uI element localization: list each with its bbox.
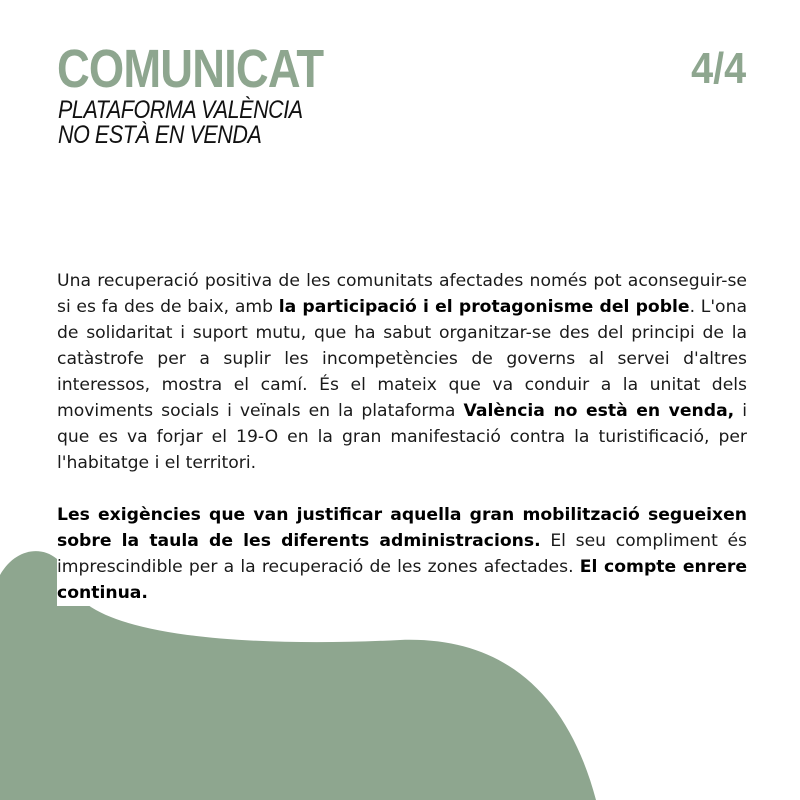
- subtitle-line-1: PLATAFORMA VALÈNCIA: [58, 96, 303, 124]
- paragraph-2-bold-1: Les exigències que van justificar aquella gran mobilització segueixen sobre la taula de les diferents administracions.: [57, 505, 747, 551]
- paragraph-1-text-3: i que es va forjar el 19-O en la gran manifestació contra la turistificació, per l'habitatge i el territori.: [57, 401, 747, 473]
- paragraph-1-bold-1: la participació i el protagonisme del poble: [278, 297, 690, 317]
- paragraph-2-text-1: El seu compliment és imprescindible per a la recuperació de les zones afectades.: [57, 531, 747, 577]
- page-title: COMUNICAT: [57, 39, 324, 99]
- paragraph-1-bold-2: València no està en venda,: [463, 401, 735, 421]
- page-number: 4/4: [690, 44, 746, 93]
- paragraph-1-text-1: Una recuperació positiva de les comunitats afectades només pot aconseguir-se si es fa des de baix, amb: [57, 271, 747, 317]
- paragraph-1-text-2: . L'ona de solidaritat i suport mutu, que ha sabut organitzar-se des del principi de la catàstrofe per a suplir les incompetències de governs al servei d'altres interessos, mostra el camí. És el mateix que va conduir a la unitat dels moviments socials i veïnals en la plataforma: [57, 297, 748, 421]
- paragraph-1: [57, 268, 747, 476]
- subtitle: [58, 98, 303, 148]
- paragraph-2-bold-2: El compte enrere continua.: [57, 557, 748, 603]
- subtitle-line-2: NO ESTÀ EN VENDA: [58, 121, 262, 149]
- paragraph-2: [57, 502, 747, 606]
- body-text: [57, 268, 747, 606]
